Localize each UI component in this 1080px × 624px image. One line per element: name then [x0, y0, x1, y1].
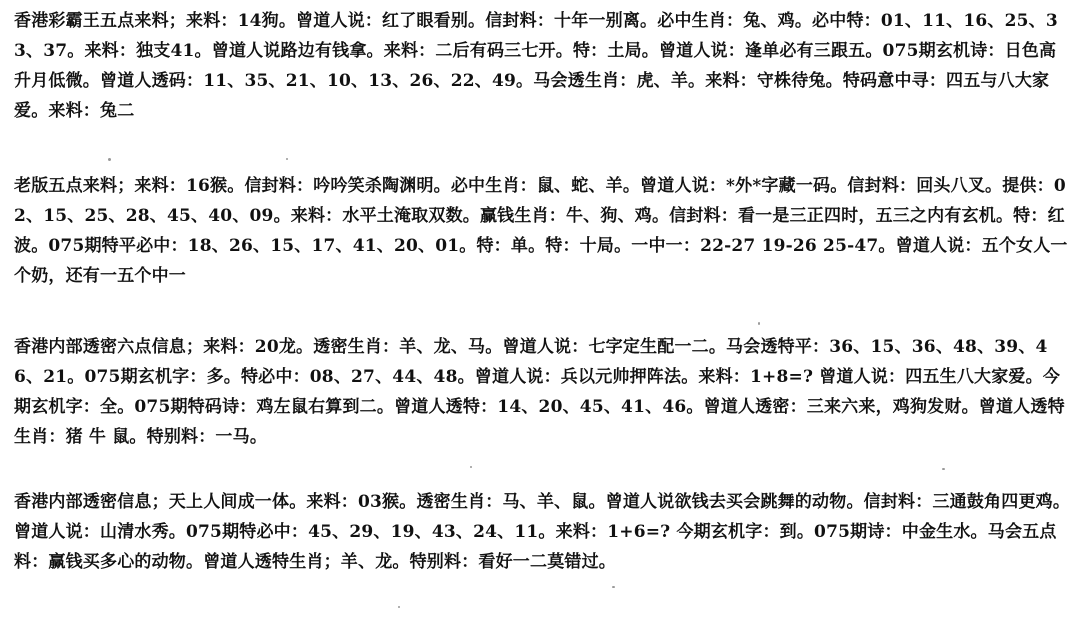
scan-speck — [398, 606, 400, 608]
paragraph-hk-neibu-xinxi: 香港内部透密信息；天上人间成一体。来料：03猴。透密生肖：马、羊、鼠。曾道人说欲钱去买会跳舞的动物。信封料：三通鼓角四更鸡。曾道人说：山清水秀。075期特必中：45、29、19、43、24、11。来料：1+6=? 今期玄机字：到。075期诗：中金生水。马会五点料：赢钱买多心的动物。曾道人透特生肖；羊、龙。特别料：看好一二莫错过。 — [14, 492, 1071, 572]
paragraph-hk-neibu-liudian: 香港内部透密六点信息；来料：20龙。透密生肖：羊、龙、马。曾道人说：七字定生配一二。马会透特平：36、15、36、48、39、46、21。075期玄机字：多。特必中：08、27、44、48。曾道人说：兵以元帅押阵法。来料：1+8=? 曾道人说：四五生八大家爱。今期玄机字：全。075期特码诗：鸡左鼠右算到二。曾道人透特：14、20、45、41、46。曾道人透密：三来六来，鸡狗发财。曾道人透特生肖：猪 牛 鼠。特别料：一马。 — [14, 337, 1065, 447]
scan-speck — [286, 158, 288, 160]
paragraph-laoban-wudian: 老版五点来料；来料：16猴。信封料：吟吟笑杀陶渊明。必中生肖：鼠、蛇、羊。曾道人说：*外*字藏一码。信封料：回头八叉。提供：02、15、25、28、45、40、09。来料：水平土淹取双数。赢钱生肖：牛、狗、鸡。信封料：看一是三正四时，五三之内有玄机。特：红波。075期特平必中：18、26、15、17、41、20、01。特：单。特：十局。一中一：22-27 19-26 25-47。曾道人说：五个女人一个奶，还有一五个中一 — [14, 176, 1068, 286]
scan-speck — [108, 158, 111, 161]
scan-speck — [758, 322, 760, 325]
scan-speck — [942, 468, 945, 470]
paragraph-hk-caibawang: 香港彩霸王五点来料；来料：14狗。曾道人说：红了眼看别。信封料：十年一别离。必中生肖：兔、鸡。必中特：01、11、16、25、33、37。来料：独支41。曾道人说路边有钱拿。来料：二后有码三七开。特：土局。曾道人说：逢单必有三跟五。075期玄机诗：日色高升月低微。曾道人透码：11、35、21、10、13、26、22、49。马会透生肖：虎、羊。来料：守株待兔。特码意中寻：四五与八大家爱。来料：兔二 — [14, 11, 1058, 121]
scan-speck — [612, 586, 615, 588]
scan-speck — [470, 466, 472, 468]
